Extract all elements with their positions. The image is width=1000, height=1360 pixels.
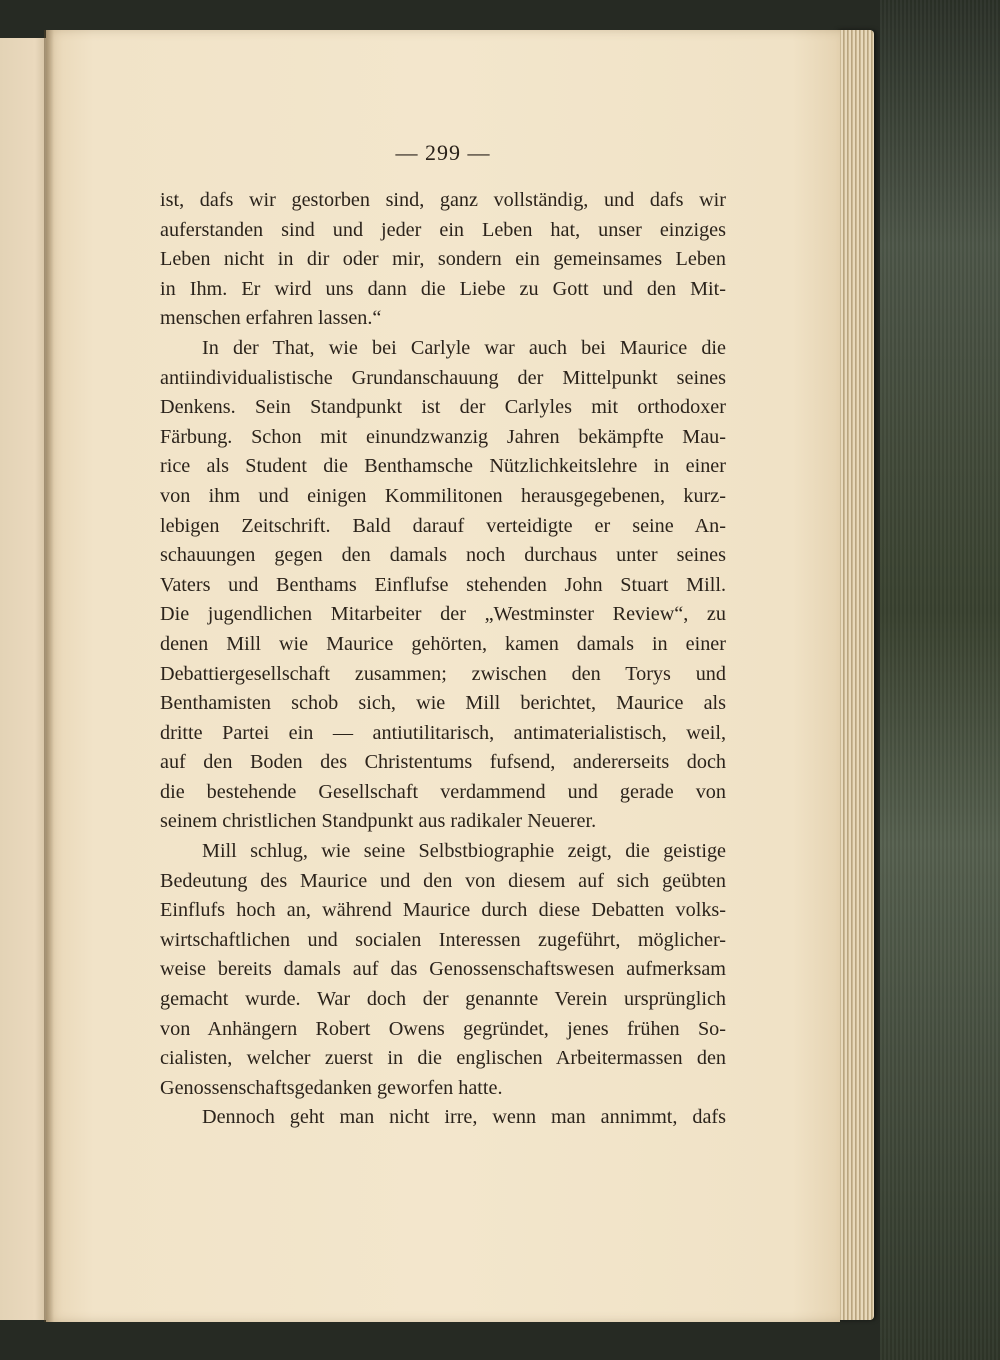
text-line: Benthamisten schob sich, wie Mill berichtet, Maurice als — [160, 692, 726, 715]
text-line: Färbung. Schon mit einundzwanzig Jahren bekämpfte Mau- — [160, 425, 726, 448]
previous-page-edge — [0, 38, 50, 1320]
text-line: von Anhängern Robert Owens gegründet, jenes frühen So- — [160, 1017, 726, 1040]
text-line: Dennoch geht man nicht irre, wenn man annimmt, dafs — [202, 1106, 726, 1129]
text-line: Denkens. Sein Standpunkt ist der Carlyles mit orthodoxer — [160, 396, 726, 419]
text-line: Einflufs hoch an, während Maurice durch diese Debatten volks- — [160, 899, 726, 922]
text-line: seinem christlichen Standpunkt aus radikaler Neuerer. — [160, 810, 597, 833]
text-line: auferstanden sind und jeder ein Leben hat, unser einziges — [160, 218, 726, 241]
text-line: ist, dafs wir gestorben sind, ganz vollständig, und dafs wir — [160, 189, 726, 211]
text-line: von ihm und einigen Kommilitonen herausgegebenen, kurz- — [160, 484, 726, 507]
text-line: Die jugendlichen Mitarbeiter der „Westminster Review“, zu — [160, 603, 726, 626]
text-line: Debattiergesellschaft zusammen; zwischen den Torys und — [160, 662, 726, 685]
text-line: Vaters und Benthams Einflufse stehenden John Stuart Mill. — [160, 573, 726, 596]
text-line: Mill schlug, wie seine Selbstbiographie zeigt, die geistige — [202, 840, 726, 863]
text-line: cialisten, welcher zuerst in die englischen Arbeitermassen den — [160, 1047, 726, 1070]
text-line: die bestehende Gesellschaft verdammend und gerade von — [160, 780, 726, 803]
text-line: wirtschaftlichen und socialen Interessen zugeführt, möglicher- — [160, 928, 726, 951]
binding-cloth — [880, 0, 1000, 1360]
text-line: Bedeutung des Maurice und den von diesem auf sich geübten — [160, 869, 726, 892]
text-line: rice als Student die Benthamsche Nützlichkeitslehre in einer — [160, 455, 726, 478]
text-line: antiindividualistische Grundanschauung der Mittelpunkt seines — [160, 366, 726, 389]
text-line: denen Mill wie Maurice gehörten, kamen damals in einer — [160, 632, 726, 655]
text-line: menschen erfahren lassen.“ — [160, 307, 382, 330]
text-line: lebigen Zeitschrift. Bald darauf verteidigte er seine An- — [160, 514, 726, 537]
page-stack-edges — [836, 30, 874, 1320]
text-line: weise bereits damals auf das Genossenschaftswesen aufmerksam — [160, 958, 726, 981]
text-line: Leben nicht in dir oder mir, sondern ein gemeinsames Leben — [160, 248, 726, 271]
text-line: Genossenschaftsgedanken geworfen hatte. — [160, 1076, 503, 1099]
gutter-shadow — [44, 30, 54, 1322]
body-text — [160, 186, 726, 1133]
text-line: dritte Partei ein — antiutilitarisch, antimaterialistisch, weil, — [160, 721, 726, 744]
text-line: gemacht wurde. War doch der genannte Verein ursprünglich — [160, 988, 726, 1011]
text-line: In der That, wie bei Carlyle war auch bei Maurice die — [202, 336, 726, 359]
text-line: in Ihm. Er wird uns dann die Liebe zu Gott und den Mit- — [160, 277, 726, 300]
text-line: auf den Boden des Christentums fufsend, andererseits doch — [160, 751, 726, 774]
page-number: — 299 — — [395, 140, 491, 165]
text-line: schauungen gegen den damals noch durchaus unter seines — [160, 544, 726, 567]
